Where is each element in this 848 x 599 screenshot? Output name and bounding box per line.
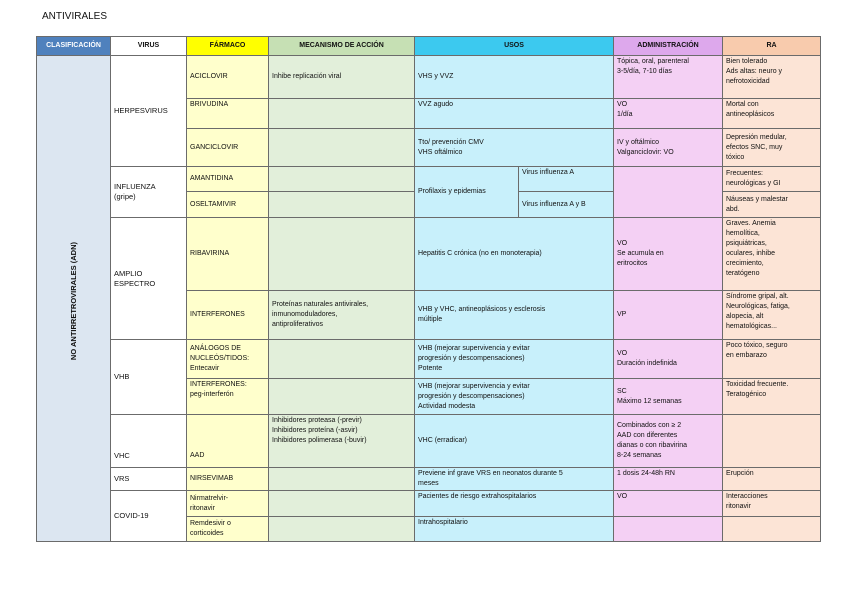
header-virus: VIRUS (111, 37, 187, 56)
header-mecanismo: MECANISMO DE ACCIÓN (269, 37, 415, 56)
mecanismo-cell: Proteínas naturales antivirales, inmunomoduladores, antiproliferativos (269, 291, 415, 340)
administracion-cell: IV y oftálmico Valganciclovir: VO (614, 129, 723, 167)
farmaco-cell: AAD (187, 415, 269, 468)
usos-detail-cell: Virus influenza A (519, 167, 614, 192)
administracion-cell: Combinados con ≥ 2 AAD con diferentes dianas o con ribavirina 8-24 semanas (614, 415, 723, 468)
mecanismo-cell (269, 517, 415, 542)
virus-cell: VHC (111, 415, 187, 468)
usos-cell: Profilaxis y epidemias (415, 167, 519, 218)
ra-cell (723, 415, 821, 468)
ra-cell: Graves. Anemia hemolítica, psiquiátricas, oculares, inhibe crecimiento, teratógeno (723, 218, 821, 291)
administracion-cell: VO 1/día (614, 99, 723, 129)
mecanismo-cell (269, 99, 415, 129)
usos-cell: Tto/ prevención CMV VHS oftálmico (415, 129, 614, 167)
table-row (37, 340, 821, 379)
administracion-cell: SC Máximo 12 semanas (614, 379, 723, 415)
table-row (37, 56, 821, 99)
usos-cell: VVZ agudo (415, 99, 614, 129)
farmaco-cell: RIBAVIRINA (187, 218, 269, 291)
ra-cell: Mortal con antineoplásicos (723, 99, 821, 129)
farmaco-cell: ANÁLOGOS DE NUCLEÓS/TIDOS: Entecavir (187, 340, 269, 379)
ra-cell: Toxicidad frecuente. Teratogénico (723, 379, 821, 415)
header-clasificacion: CLASIFICACIÓN (37, 37, 111, 56)
usos-cell: VHS y VVZ (415, 56, 614, 99)
farmaco-cell: GANCICLOVIR (187, 129, 269, 167)
page-title: ANTIVIRALES (42, 11, 108, 22)
administracion-cell: VO Duración indefinida (614, 340, 723, 379)
administracion-cell (614, 517, 723, 542)
ra-cell (723, 517, 821, 542)
antivirals-table (36, 36, 821, 542)
administracion-cell (614, 167, 723, 218)
header-farmaco: FÁRMACO (187, 37, 269, 56)
virus-cell: HERPESVIRUS (111, 56, 187, 167)
administracion-cell: VO (614, 491, 723, 517)
table-row (37, 415, 821, 468)
farmaco-cell: INTERFERONES (187, 291, 269, 340)
table-row (37, 167, 821, 192)
ra-cell: Poco tóxico, seguro en embarazo (723, 340, 821, 379)
ra-cell: Bien tolerado Ads altas: neuro y nefrotoxicidad (723, 56, 821, 99)
mecanismo-cell (269, 129, 415, 167)
usos-cell: Intrahospitalario (415, 517, 614, 542)
farmaco-cell: OSELTAMIVIR (187, 192, 269, 218)
administracion-cell: VP (614, 291, 723, 340)
ra-cell: Náuseas y malestar abd. (723, 192, 821, 218)
ra-cell: Depresión medular, efectos SNC, muy tóxico (723, 129, 821, 167)
header-row (37, 37, 821, 56)
administracion-cell: VO Se acumula en eritrocitos (614, 218, 723, 291)
mecanismo-cell (269, 218, 415, 291)
mecanismo-cell (269, 192, 415, 218)
table-row (37, 468, 821, 491)
farmaco-cell: INTERFERONES: peg-interferón (187, 379, 269, 415)
usos-cell: VHB y VHC, antineoplásicos y esclerosis múltiple (415, 291, 614, 340)
administracion-cell: Tópica, oral, parenteral 3-5/día, 7-10 días (614, 56, 723, 99)
usos-cell: Pacientes de riesgo extrahospitalarios (415, 491, 614, 517)
ra-cell: Síndrome gripal, alt. Neurológicas, fatiga, alopecia, alt hematológicas... (723, 291, 821, 340)
mecanismo-cell (269, 167, 415, 192)
mecanismo-cell (269, 491, 415, 517)
virus-cell: INFLUENZA (gripe) (111, 167, 187, 218)
usos-detail-cell: Virus influenza A y B (519, 192, 614, 218)
classification-cell (37, 56, 111, 542)
virus-cell: AMPLIO ESPECTRO (111, 218, 187, 340)
table-row (37, 218, 821, 291)
usos-cell: Hepatitis C crónica (no en monoterapia) (415, 218, 614, 291)
header-ra: RA (723, 37, 821, 56)
header-usos: USOS (415, 37, 614, 56)
header-administracion: ADMINISTRACIÓN (614, 37, 723, 56)
usos-cell: VHC (erradicar) (415, 415, 614, 468)
mecanismo-cell: Inhibidores proteasa (-previr) Inhibidores proteína (-asvir) Inhibidores polimerasa (-buvir) (269, 415, 415, 468)
virus-cell: VHB (111, 340, 187, 415)
farmaco-cell: BRIVUDINA (187, 99, 269, 129)
farmaco-cell: NIRSEVIMAB (187, 468, 269, 491)
table-row (37, 491, 821, 517)
mecanismo-cell (269, 468, 415, 491)
ra-cell: Frecuentes: neurológicas y GI (723, 167, 821, 192)
mecanismo-cell: Inhibe replicación viral (269, 56, 415, 99)
farmaco-cell: Remdesivir o corticoides (187, 517, 269, 542)
usos-cell: VHB (mejorar supervivencia y evitar progresión y descompensaciones) Potente (415, 340, 614, 379)
classification-label: NO ANTIRRETROVIRALES (ADN) (68, 242, 78, 361)
administracion-cell: 1 dosis 24-48h RN (614, 468, 723, 491)
virus-cell: VRS (111, 468, 187, 491)
virus-cell: COVID-19 (111, 491, 187, 542)
ra-cell: Erupción (723, 468, 821, 491)
usos-cell: VHB (mejorar supervivencia y evitar progresión y descompensaciones) Actividad modesta (415, 379, 614, 415)
mecanismo-cell (269, 379, 415, 415)
farmaco-cell: AMANTIDINA (187, 167, 269, 192)
farmaco-cell: Nirmatrelvir- ritonavir (187, 491, 269, 517)
farmaco-cell: ACICLOVIR (187, 56, 269, 99)
ra-cell: Interacciones ritonavir (723, 491, 821, 517)
mecanismo-cell (269, 340, 415, 379)
usos-cell: Previene inf grave VRS en neonatos durante 5 meses (415, 468, 614, 491)
